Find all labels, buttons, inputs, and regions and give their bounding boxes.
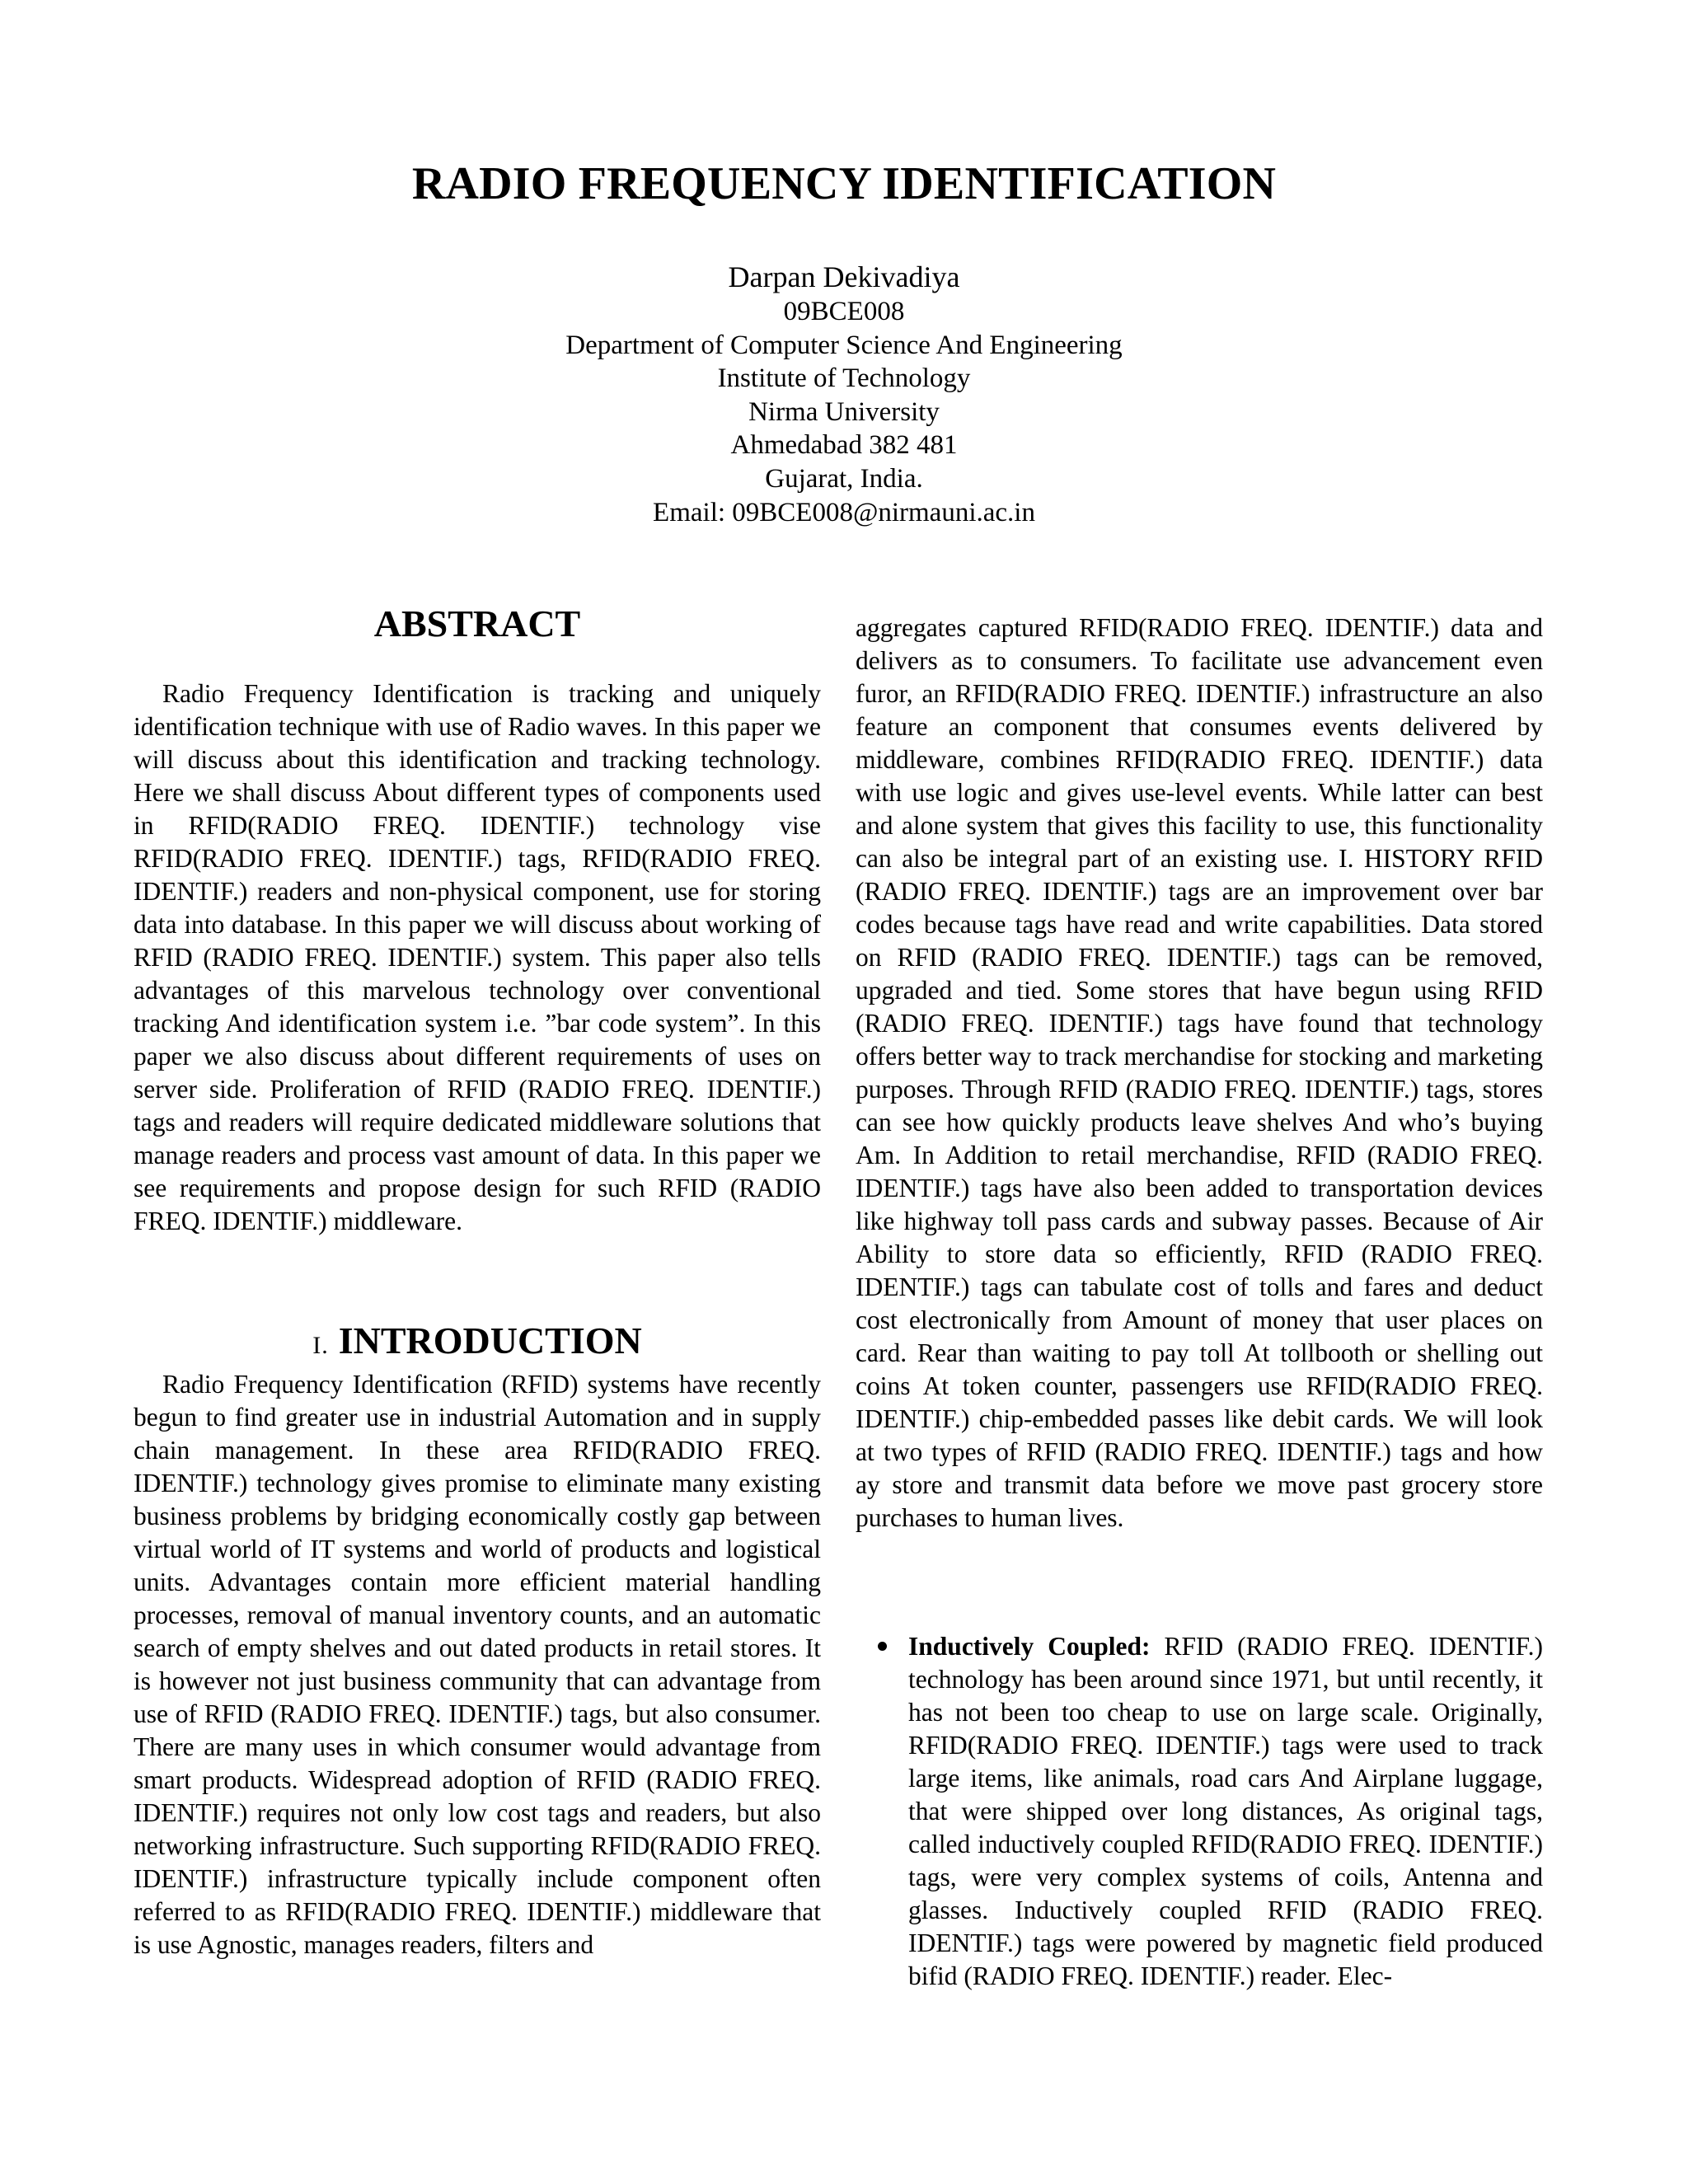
bullet-list — [856, 1630, 1543, 1993]
bullet-dot-icon — [878, 1642, 887, 1651]
introduction-heading — [134, 1318, 821, 1369]
introduction-heading-text: INTRODUCTION — [338, 1319, 642, 1361]
section-number: I. — [312, 1332, 329, 1359]
bullet-text: RFID (RADIO FREQ. IDENTIF.) technology has been around since 1971, but until recently, it has not been too cheap to use on large scale. Originally, RFID(RADIO FREQ. IDENTIF.) tags were used to track large items, like animals, road cars And Airplane luggage, that were shipped over long distances, As original tags, called inductively coupled RFID(RADIO FREQ. IDENTIF.) tags, were very complex systems of coils, Antenna and glasses. Inductively coupled RFID (RADIO FREQ. IDENTIF.) tags were powered by magnetic field produced bifid (RADIO FREQ. IDENTIF.) reader. Elec- — [908, 1632, 1543, 1990]
author-name: Darpan Dekivadiya — [728, 260, 960, 293]
paper-title: RADIO FREQUENCY IDENTIFICATION — [411, 158, 1277, 209]
author-email: Email: 09BCE008@nirmauni.ac.in — [653, 497, 1035, 527]
author-city: Ahmedabad 382 481 — [730, 430, 958, 461]
bullet-term: Inductively Coupled: — [908, 1632, 1151, 1661]
author-block — [0, 259, 1688, 529]
author-id: 09BCE008 — [783, 297, 905, 326]
abstract-text: Radio Frequency Identification is tracking and uniquely identification technique with use of Radio waves. In this paper we will discuss about this identification and tracking technology. Here we shall discuss About different types of components used in RFID(RADIO FREQ. IDENTIF.) technology vise RFID(RADIO FREQ. IDENTIF.) tags, RFID(RADIO FREQ. IDENTIF.) readers and non-physical component, use for storing data into database. In this paper we will discuss about working of RFID (RADIO FREQ. IDENTIF.) system. This paper also tells advantages of this marvelous technology over conventional tracking And identification system i.e. ”bar code system”. In this paper we also discuss about different requirements of uses on server side. Proliferation of RFID (RADIO FREQ. IDENTIF.) tags and readers will require dedicated middleware solutions that manage readers and process vast amount of data. In this paper we see requirements and propose design for such RFID (RADIO FREQ. IDENTIF.) middleware. — [134, 679, 821, 1235]
introduction-text: Radio Frequency Identification (RFID) systems have recently begun to find greater use in industrial Automation and in supply chain management. In these area RFID(RADIO FREQ. IDENTIF.) technology gives promise to eliminate many existing business problems by bridging economically costly gap between virtual world of IT systems and world of products and logistical units. Advantages contain more efficient material handling processes, removal of manual inventory counts, and an automatic search of empty shelves and out dated products in retail stores. It is however not just business community that can advantage from use of RFID (RADIO FREQ. IDENTIF.) tags, but also consumer. There are many uses in which consumer would advantage from smart products. Widespread adoption of RFID (RADIO FREQ. IDENTIF.) requires not only low cost tags and readers, but also networking infrastructure. Such supporting RFID(RADIO FREQ. IDENTIF.) infrastructure typically include component often referred to as RFID(RADIO FREQ. IDENTIF.) middleware that is use Agnostic, manages readers, filters and — [134, 1370, 821, 1959]
author-state: Gujarat, India. — [765, 463, 923, 494]
bullet-item — [856, 1630, 1543, 1993]
author-university: Nirma University — [748, 396, 940, 427]
abstract-heading: ABSTRACT — [373, 602, 581, 644]
author-institute: Institute of Technology — [717, 363, 971, 394]
author-department: Department of Computer Science And Engineering — [565, 330, 1123, 360]
right-column-text: aggregates captured RFID(RADIO FREQ. IDENTIF.) data and delivers as to consumers. To facilitate use advancement even furor, an RFID(RADIO FREQ. IDENTIF.) infrastructure an also feature an component that consumes events delivered by middleware, combines RFID(RADIO FREQ. IDENTIF.) data with use logic and gives use-level events. While latter can best and alone system that gives this facility to use, this functionality can also be integral part of an existing use. I. HISTORY RFID (RADIO FREQ. IDENTIF.) tags are an improvement over bar codes because tags have read and write capabilities. Data stored on RFID (RADIO FREQ. IDENTIF.) tags can be removed, upgraded and tied. Some stores that have begun using RFID (RADIO FREQ. IDENTIF.) tags have found that technology offers better way to track merchandise for stocking and marketing purposes. Through RFID (RADIO FREQ. IDENTIF.) tags, stores can see how quickly products leave shelves And who’s buying Am. In Addition to retail merchandise, RFID (RADIO FREQ. IDENTIF.) tags have also been added to transportation devices like highway toll pass cards and subway passes. Because of Air Ability to store data so efficiently, RFID (RADIO FREQ. IDENTIF.) tags can tabulate cost of tolls and fares and deduct cost electronically from Amount of money that user places on card. Rear than waiting to pay toll At tollbooth or shelling out coins At token counter, passengers use RFID(RADIO FREQ. IDENTIF.) chip-embedded passes like debit cards. We will look at two types of RFID (RADIO FREQ. IDENTIF.) tags and how ay store and transmit data before we move past grocery store purchases to human lives. — [856, 613, 1543, 1532]
